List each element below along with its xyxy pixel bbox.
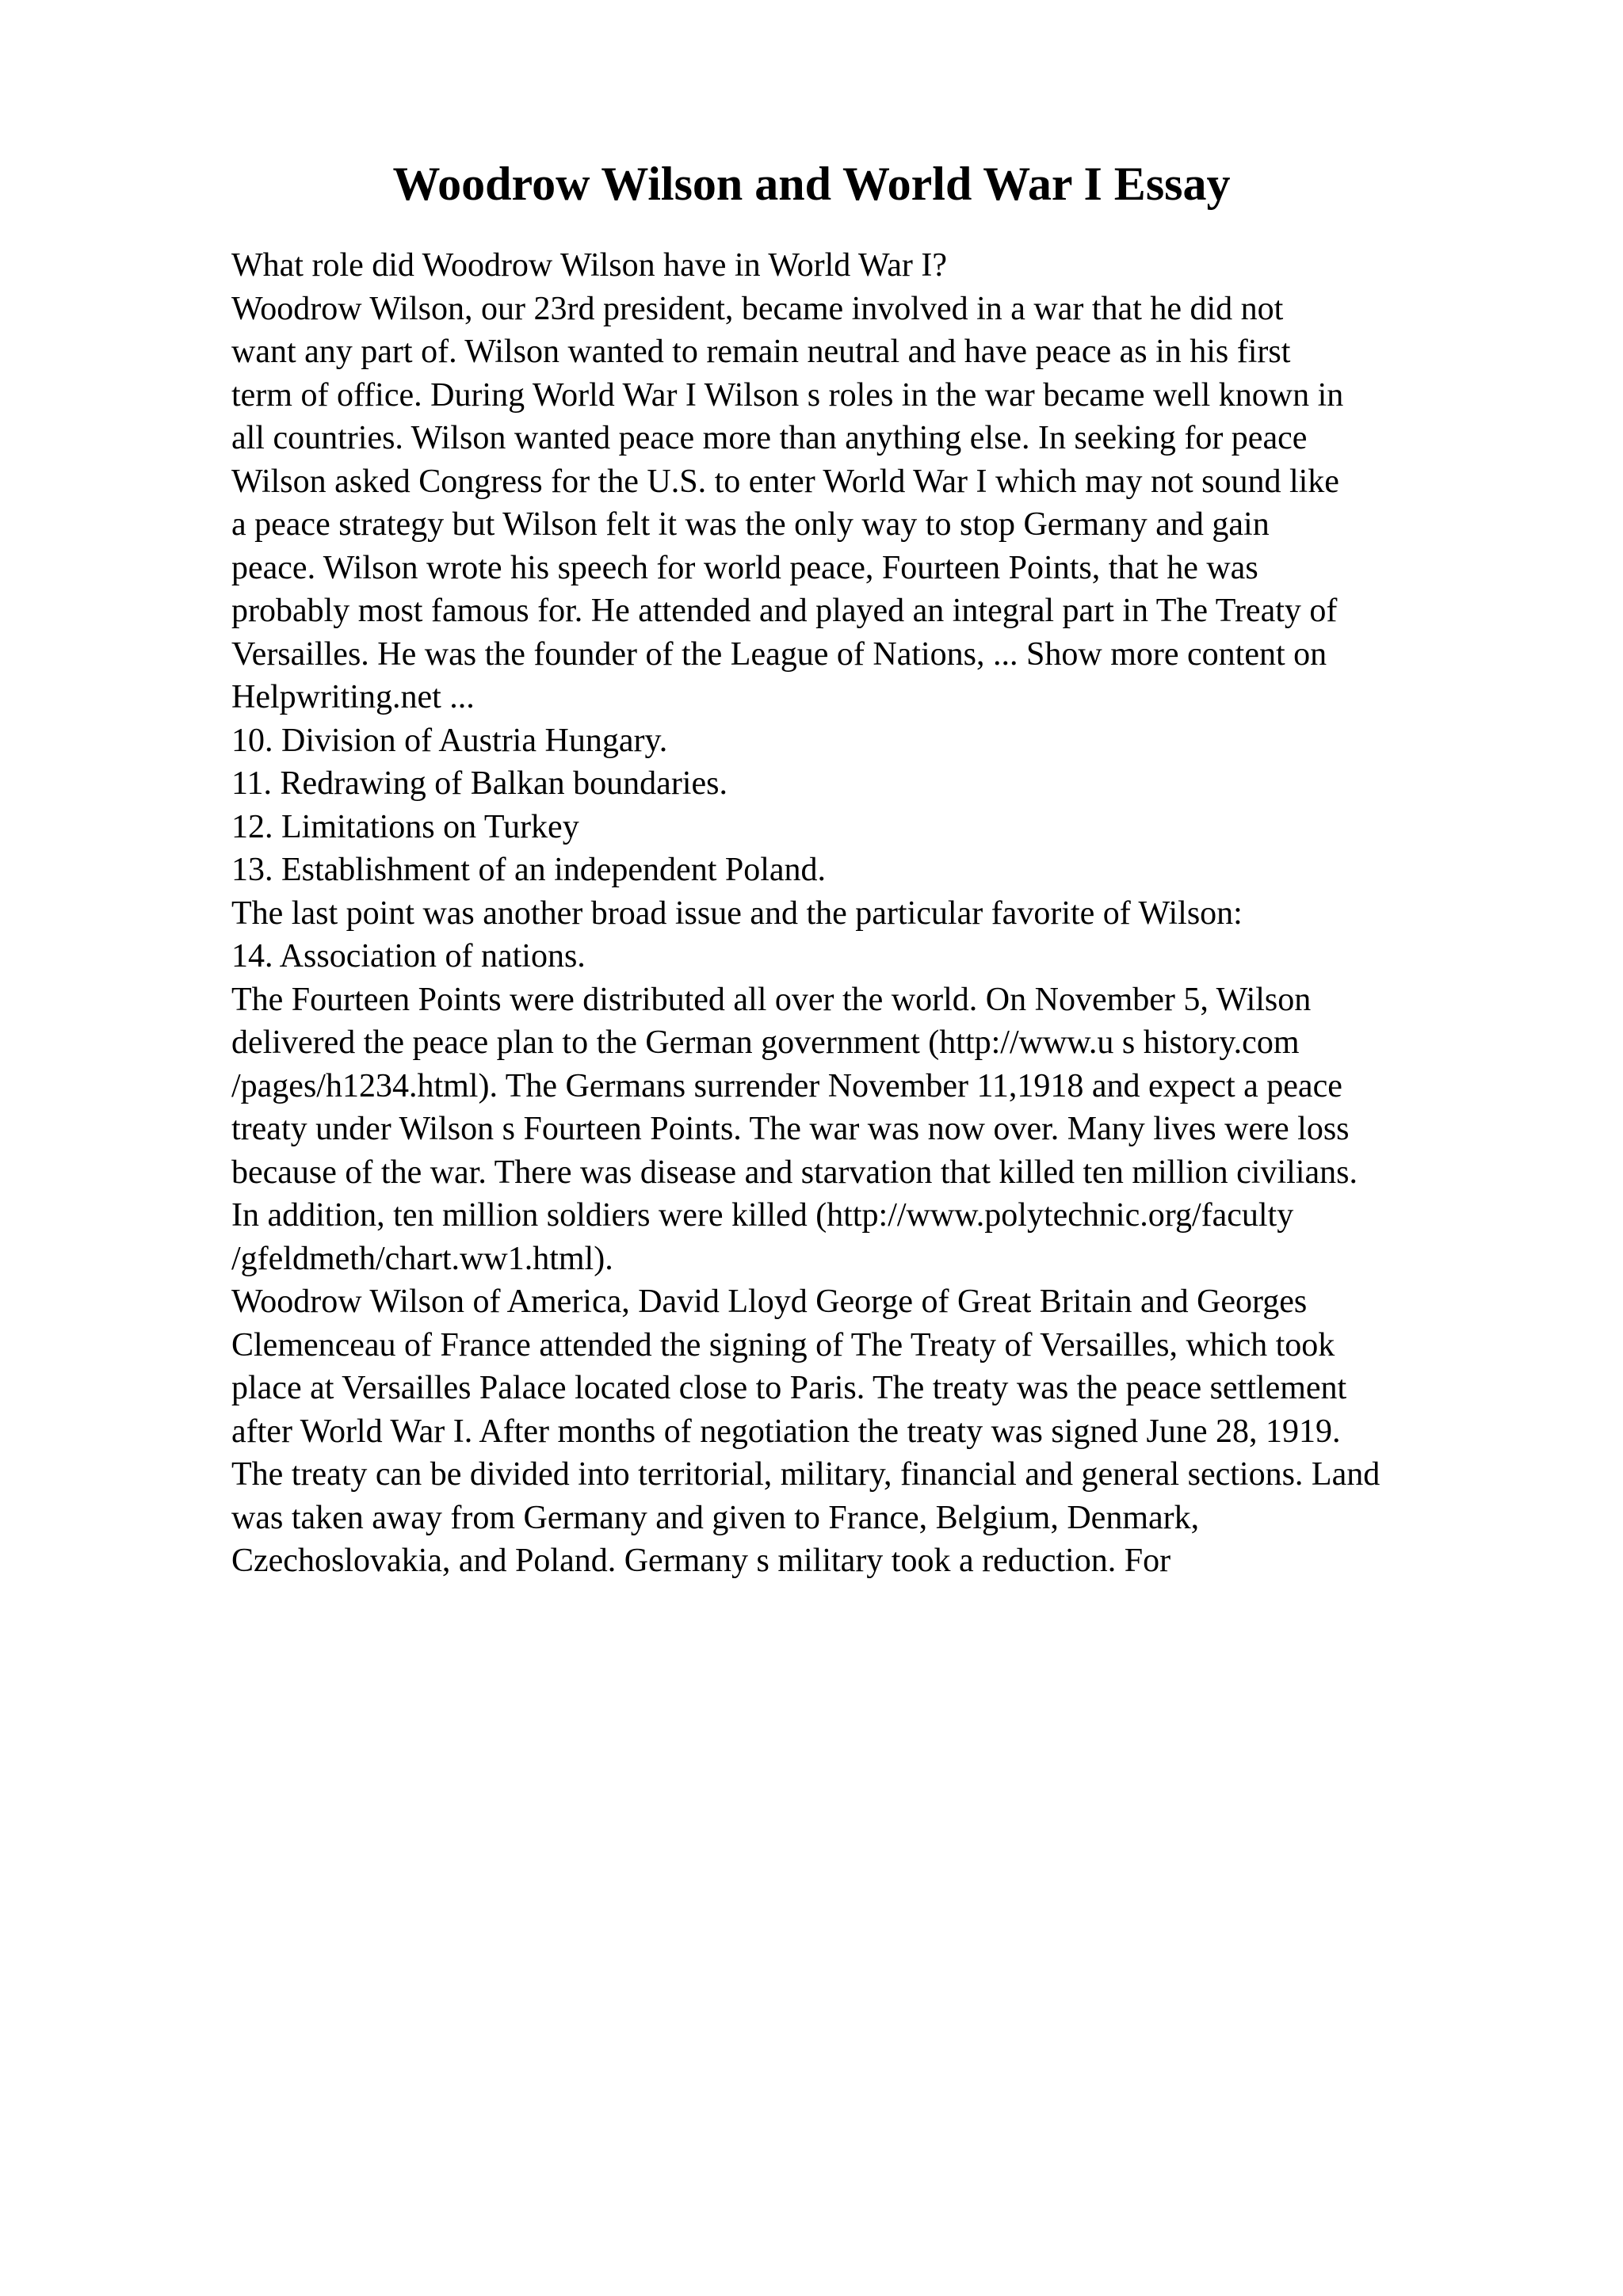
essay-line: /gfeldmeth/chart.ww1.html). bbox=[231, 1240, 613, 1277]
essay-line: What role did Woodrow Wilson have in World War I? bbox=[231, 247, 948, 284]
essay-line: want any part of. Wilson wanted to remain neutral and have peace as in his first bbox=[231, 334, 1291, 370]
essay-line: because of the war. There was disease and starvation that killed ten million civilians. bbox=[231, 1154, 1358, 1191]
essay-line: all countries. Wilson wanted peace more than anything else. In seeking for peace bbox=[231, 420, 1308, 456]
essay-line: Czechoslovakia, and Poland. Germany s military took a reduction. For bbox=[231, 1543, 1171, 1579]
essay-line: a peace strategy but Wilson felt it was the only way to stop Germany and gain bbox=[231, 506, 1270, 543]
essay-line: probably most famous for. He attended and played an integral part in The Treaty of bbox=[231, 593, 1338, 629]
essay-line: delivered the peace plan to the German government (http://www.u s history.com bbox=[231, 1024, 1300, 1061]
essay-line: 13. Establishment of an independent Poland. bbox=[231, 852, 827, 888]
essay-line: Versailles. He was the founder of the League of Nations, ... Show more content on bbox=[231, 635, 1327, 673]
essay-line: 14. Association of nations. bbox=[231, 938, 586, 974]
essay-line: The treaty can be divided into territorial, military, financial and general sections. Land bbox=[231, 1456, 1381, 1493]
essay-line: was taken away from Germany and given to France, Belgium, Denmark, bbox=[231, 1499, 1200, 1536]
essay-line: peace. Wilson wrote his speech for world peace, Fourteen Points, that he was bbox=[231, 549, 1258, 586]
essay-line: place at Versailles Palace located close to Paris. The treaty was the peace settlement bbox=[231, 1370, 1347, 1406]
essay-line: after World War I. After months of negotiation the treaty was signed June 28, 1919. bbox=[231, 1413, 1341, 1450]
essay-line: Woodrow Wilson, our 23rd president, became involved in a war that he did not bbox=[231, 290, 1284, 327]
essay-line: /pages/h1234.html). The Germans surrender November 11,1918 and expect a peace bbox=[231, 1067, 1342, 1104]
essay-line: term of office. During World War I Wilson s roles in the war became well known in bbox=[231, 376, 1344, 414]
essay-line: In addition, ten million soldiers were killed (http://www.polytechnic.org/faculty bbox=[231, 1197, 1294, 1234]
essay-line: Woodrow Wilson of America, David Lloyd George of Great Britain and Georges bbox=[231, 1283, 1308, 1320]
essay-line: Wilson asked Congress for the U.S. to enter World War I which may not sound like bbox=[231, 463, 1339, 500]
essay-line: The last point was another broad issue and the particular favorite of Wilson: bbox=[231, 894, 1243, 932]
essay-line: Clemenceau of France attended the signing of The Treaty of Versailles, which took bbox=[231, 1326, 1335, 1363]
essay-line: 12. Limitations on Turkey bbox=[231, 808, 579, 845]
essay-line: 11. Redrawing of Balkan boundaries. bbox=[231, 765, 727, 802]
essay-line: 10. Division of Austria Hungary. bbox=[231, 722, 668, 759]
essay-line: Helpwriting.net ... bbox=[231, 679, 475, 715]
essay-body bbox=[231, 244, 1547, 1583]
essay-line: treaty under Wilson s Fourteen Points. The war was now over. Many lives were loss bbox=[231, 1111, 1350, 1147]
essay-title: Woodrow Wilson and World War I Essay bbox=[392, 158, 1231, 210]
essay-line: The Fourteen Points were distributed all over the world. On November 5, Wilson bbox=[231, 981, 1312, 1018]
